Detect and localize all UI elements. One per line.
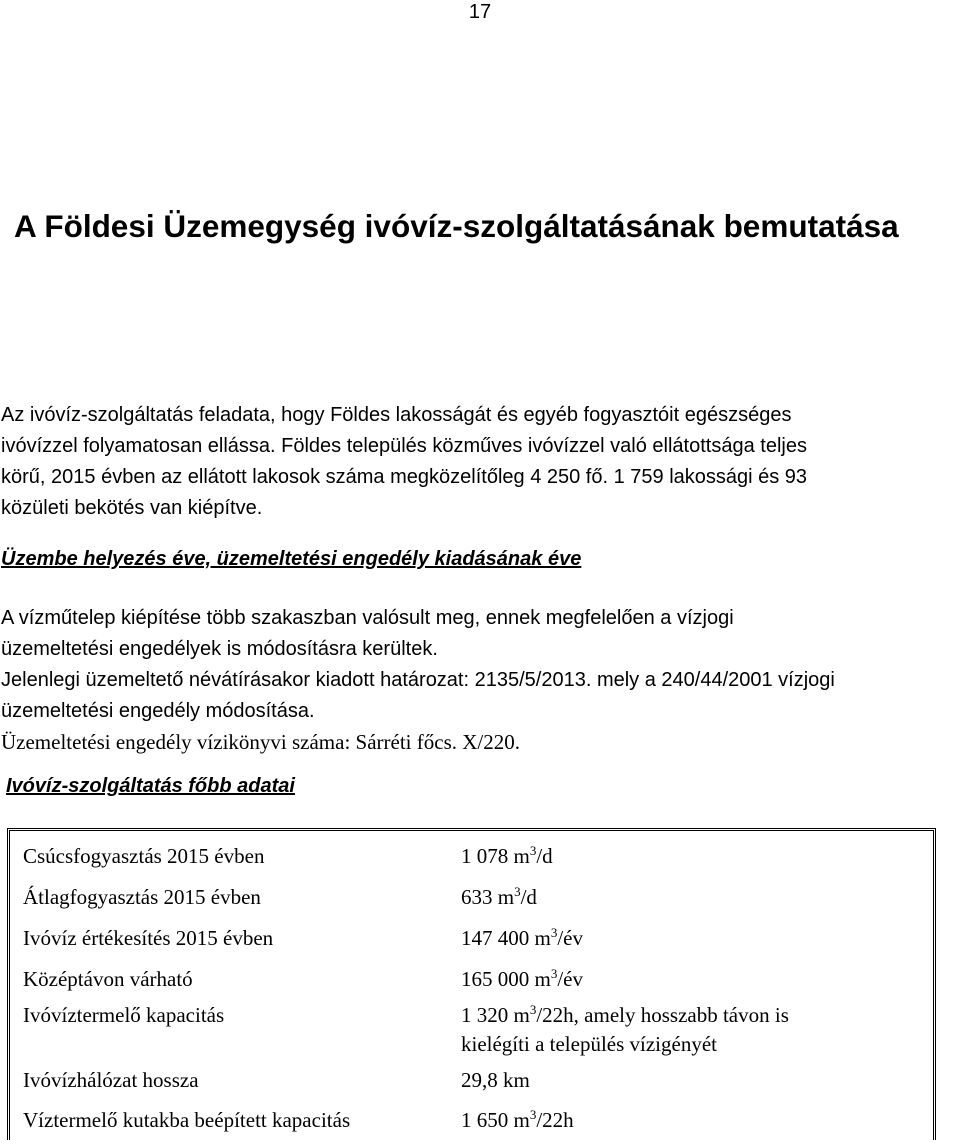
operation-line: Üzemeltetési engedély vízikönyvi száma: Sárréti főcs. X/220. (1, 730, 521, 754)
row-value: 633 $m^3/d$ (461, 884, 537, 909)
operation-paragraph (1, 603, 956, 758)
row-value: 1 650 $m^3/22h$ (461, 1107, 574, 1132)
row-value: 147 400 $m^3/év$ (461, 925, 583, 950)
intro-line: ivóvízzel folyamatosan ellássa. Földes település közműves ivóvízzel való ellátottsága teljes (1, 435, 807, 457)
section-heading-operation: Üzembe helyezés éve, üzemeltetési engedély kiadásának éve (1, 548, 582, 570)
row-value: 1 078 $m^3/d$ (461, 843, 553, 868)
key-data-table (7, 828, 936, 1140)
intro-paragraph (1, 400, 956, 524)
section-heading-key-data: Ivóvíz-szolgáltatás főbb adatai (6, 775, 295, 797)
row-value: 165 000 $m^3/év$ (461, 966, 583, 991)
row-label: Víztermelő kutakba beépített kapacitás (23, 1108, 351, 1132)
row-label: Ivóvíztermelő kapacitás (23, 1003, 225, 1027)
row-value: 1 320 $m^3/22h$, amely hosszabb távon is kielégíti a település vízigényét (461, 1002, 789, 1056)
operation-line: üzemeltetési engedélyek is módosításra kerültek. (1, 638, 438, 660)
page-number: 17 (468, 1, 492, 23)
operation-line: A vízműtelep kiépítése több szakaszban valósult meg, ennek megfelelően a vízjogi (1, 607, 734, 629)
operation-line: üzemeltetési engedély módosítása. (1, 700, 315, 722)
page-title: A Földesi Üzemegység ivóvíz-szolgáltatásának bemutatása (14, 208, 899, 244)
intro-line: körű, 2015 évben az ellátott lakosok száma megközelítőleg 4 250 fő. 1 759 lakossági és 93 (1, 466, 808, 488)
intro-line: Az ivóvíz-szolgáltatás feladata, hogy Földes lakosságát és egyéb fogyasztóit egészséges (1, 404, 792, 426)
intro-line: közületi bekötés van kiépítve. (1, 497, 263, 519)
row-label: Ivóvíz értékesítés 2015 évben (23, 926, 274, 950)
row-label: Csúcsfogyasztás 2015 évben (23, 844, 265, 868)
row-label: Átlagfogyasztás 2015 évben (23, 885, 261, 909)
row-label: Ivóvízhálózat hossza (23, 1068, 199, 1092)
row-value: 29,8 km (461, 1068, 530, 1092)
operation-line: Jelenlegi üzemeltető névátírásakor kiadott határozat: 2135/5/2013. mely a 240/44/2001 vízjogi (1, 669, 835, 691)
row-label: Középtávon várható (23, 967, 193, 991)
